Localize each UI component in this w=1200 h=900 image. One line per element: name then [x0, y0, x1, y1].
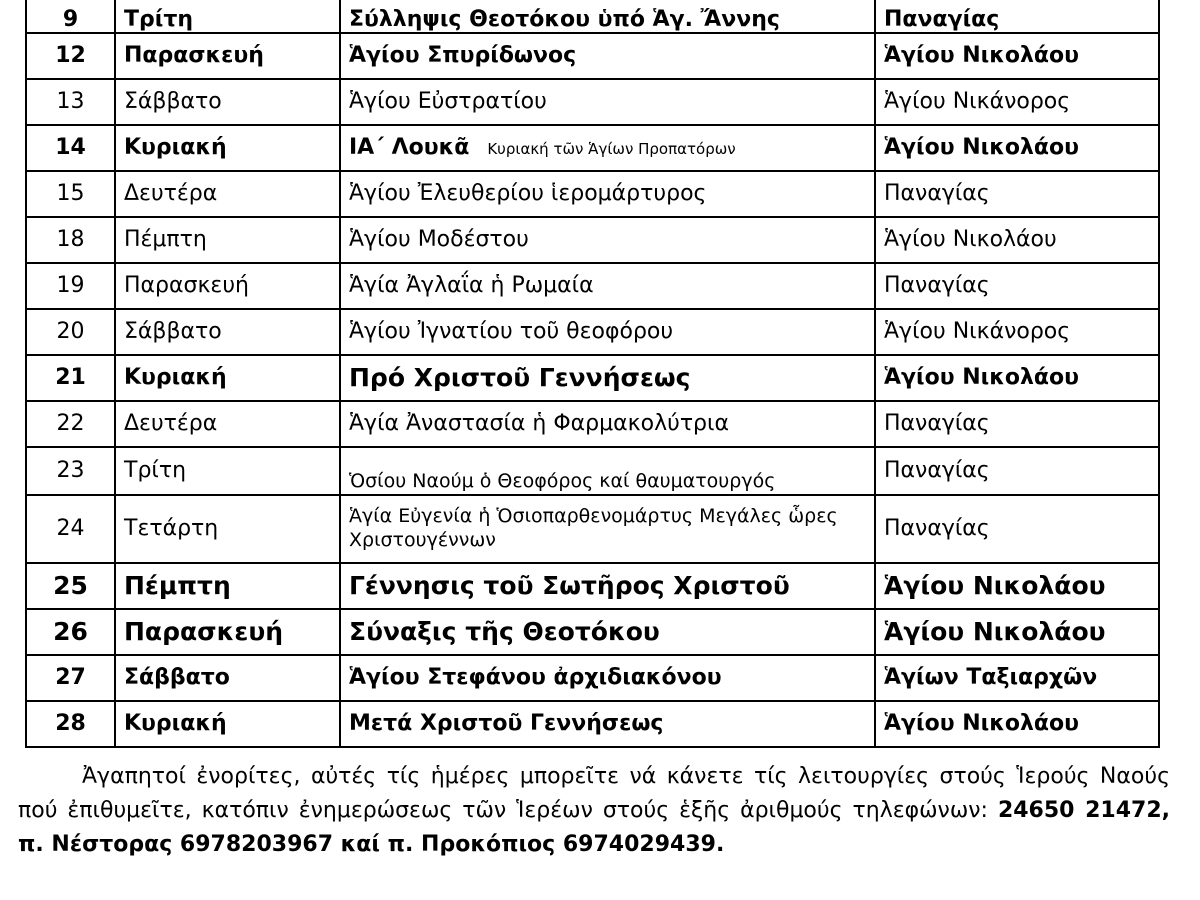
- weekday-cell: Κυριακή: [115, 701, 340, 747]
- table-row: [26, 309, 1159, 355]
- feast-cell: [340, 125, 875, 171]
- weekday-cell: Τρίτη: [115, 447, 340, 495]
- church-cell: Ἁγίου Νικολάου: [875, 217, 1159, 263]
- day-cell: 22: [26, 401, 115, 447]
- church-cell: Παναγίας: [875, 263, 1159, 309]
- table-row: [26, 447, 1159, 495]
- table-row: [26, 563, 1159, 609]
- table-row: [26, 609, 1159, 655]
- feast-cell: Ἁγίου Σπυρίδωνος: [340, 33, 875, 79]
- day-cell: 12: [26, 33, 115, 79]
- day-cell: 24: [26, 495, 115, 563]
- weekday-cell: Παρασκευή: [115, 263, 340, 309]
- church-cell: Ἁγίου Νικολάου: [875, 563, 1159, 609]
- day-cell: 23: [26, 447, 115, 495]
- church-cell: Ἁγίου Νικάνορος: [875, 79, 1159, 125]
- day-cell: 28: [26, 701, 115, 747]
- weekday-cell: Τρίτη: [115, 0, 340, 33]
- day-cell: 14: [26, 125, 115, 171]
- church-cell: Ἁγίου Νικολάου: [875, 33, 1159, 79]
- feast-cell: Ἁγίου Ἐλευθερίου ἱερομάρτυρος: [340, 171, 875, 217]
- church-cell: Ἁγίου Νικολάου: [875, 125, 1159, 171]
- table-row: [26, 217, 1159, 263]
- church-cell: Παναγίας: [875, 495, 1159, 563]
- feast-note: Κυριακή τῶν Ἁγίων Προπατόρων: [487, 139, 736, 158]
- table-row: [26, 701, 1159, 747]
- weekday-cell: Κυριακή: [115, 125, 340, 171]
- day-cell: 15: [26, 171, 115, 217]
- day-cell: 19: [26, 263, 115, 309]
- table-row: [26, 171, 1159, 217]
- schedule-table: [25, 0, 1160, 748]
- table-row: [26, 263, 1159, 309]
- table-row: [26, 401, 1159, 447]
- feast-cell: Ἁγίου Μοδέστου: [340, 217, 875, 263]
- weekday-cell: Πέμπτη: [115, 563, 340, 609]
- parish-notice: [18, 760, 1170, 862]
- table-row: [26, 355, 1159, 401]
- feast-cell: Ἁγίου Στεφάνου ἀρχιδιακόνου: [340, 655, 875, 701]
- table-row: [26, 33, 1159, 79]
- weekday-cell: Δευτέρα: [115, 171, 340, 217]
- feast-cell: Ἁγίου Εὐστρατίου: [340, 79, 875, 125]
- weekday-cell: Σάββατο: [115, 309, 340, 355]
- church-cell: Παναγίας: [875, 447, 1159, 495]
- feast-cell: Μετά Χριστοῦ Γεννήσεως: [340, 701, 875, 747]
- feast-cell: Πρό Χριστοῦ Γεννήσεως: [340, 355, 875, 401]
- church-cell: Ἁγίων Ταξιαρχῶν: [875, 655, 1159, 701]
- feast-cell: Ὁσίου Ναούμ ὁ Θεοφόρος καί θαυματουργός: [340, 447, 875, 495]
- table-row: [26, 495, 1159, 563]
- weekday-cell: Δευτέρα: [115, 401, 340, 447]
- church-cell: Ἁγίου Νικολάου: [875, 355, 1159, 401]
- notice-phone-numbers: 24650 21472, π. Νέστορας 6978203967 καί π. Προκόπιος 6974029439.: [18, 798, 1171, 858]
- day-cell: 25: [26, 563, 115, 609]
- church-cell: Παναγίας: [875, 0, 1159, 33]
- feast-cell: Ἁγία Ἀγλαΐα ἡ Ρωμαία: [340, 263, 875, 309]
- feast-cell: Σύλληψις Θεοτόκου ὑπό Ἁγ. Ἄννης: [340, 0, 875, 33]
- church-cell: Ἁγίου Νικολάου: [875, 701, 1159, 747]
- feast-cell: Ἁγίου Ἰγνατίου τοῦ θεοφόρου: [340, 309, 875, 355]
- day-cell: 21: [26, 355, 115, 401]
- weekday-cell: Κυριακή: [115, 355, 340, 401]
- day-cell: 20: [26, 309, 115, 355]
- weekday-cell: Παρασκευή: [115, 609, 340, 655]
- table-row: [26, 655, 1159, 701]
- feast-cell: Ἁγία Εὐγενία ἡ Ὁσιοπαρθενομάρτυς Μεγάλες ὧρες Χριστουγέννων: [340, 495, 875, 563]
- day-cell: 9: [26, 0, 115, 33]
- weekday-cell: Σάββατο: [115, 79, 340, 125]
- day-cell: 13: [26, 79, 115, 125]
- table-row: [26, 125, 1159, 171]
- table-row: [26, 79, 1159, 125]
- weekday-cell: Τετάρτη: [115, 495, 340, 563]
- day-cell: 27: [26, 655, 115, 701]
- day-cell: 26: [26, 609, 115, 655]
- church-cell: Ἁγίου Νικολάου: [875, 609, 1159, 655]
- weekday-cell: Πέμπτη: [115, 217, 340, 263]
- notice-text: Ἀγαπητοί ἐνορίτες, αὐτές τίς ἡμέρες μπορεῖτε νά κάνετε τίς λειτουργίες στούς Ἱερούς Ναούς πού ἐπιθυμεῖτε, κατόπιν ἐνημερώσεως τῶν Ἱερέων στούς ἑξῆς ἀριθμούς τηλεφώνων:: [18, 764, 1170, 824]
- table-row: [26, 0, 1159, 33]
- church-cell: Παναγίας: [875, 171, 1159, 217]
- church-cell: Παναγίας: [875, 401, 1159, 447]
- day-cell: 18: [26, 217, 115, 263]
- feast-cell: Ἁγία Ἀναστασία ἡ Φαρμακολύτρια: [340, 401, 875, 447]
- feast-cell: Γέννησις τοῦ Σωτῆρος Χριστοῦ: [340, 563, 875, 609]
- feast-title: ΙΑ΄ Λουκᾶ: [349, 134, 470, 160]
- weekday-cell: Σάββατο: [115, 655, 340, 701]
- feast-cell: Σύναξις τῆς Θεοτόκου: [340, 609, 875, 655]
- church-cell: Ἁγίου Νικάνορος: [875, 309, 1159, 355]
- weekday-cell: Παρασκευή: [115, 33, 340, 79]
